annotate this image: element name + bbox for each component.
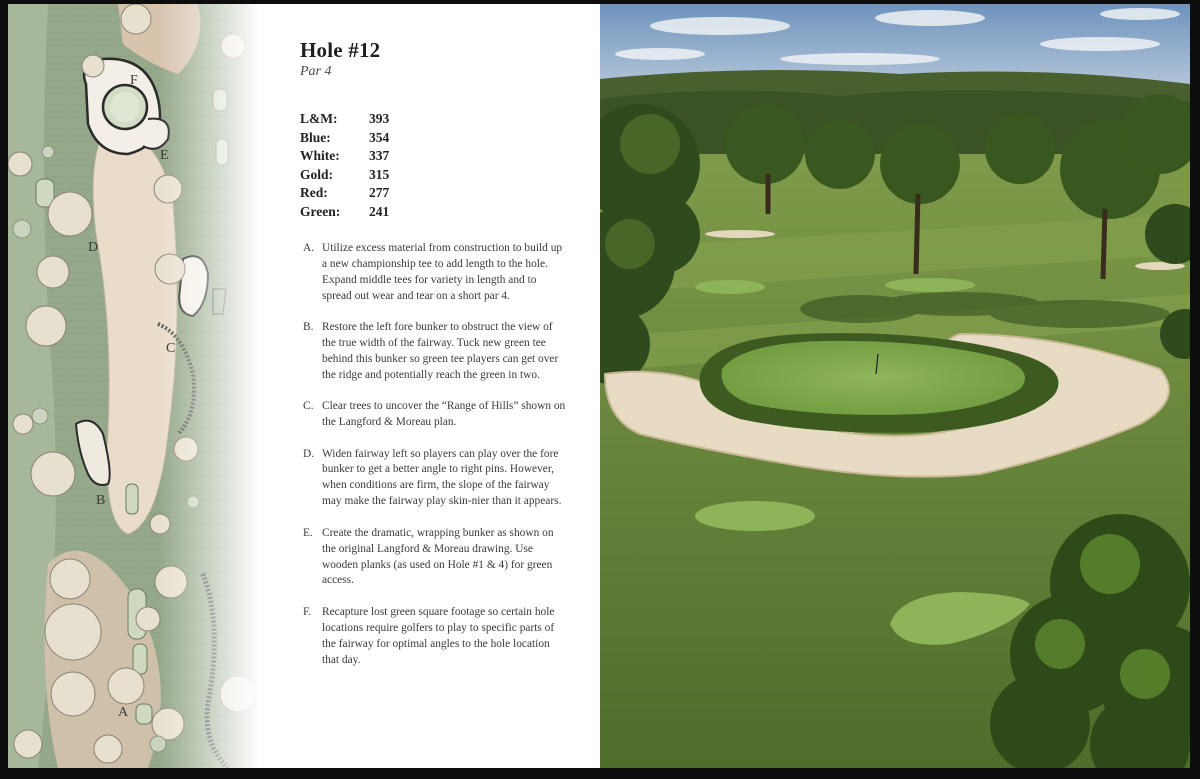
- note-a: [300, 241, 570, 305]
- note-letter: D.: [303, 447, 315, 460]
- note-letter: F.: [303, 605, 312, 618]
- note-e: [300, 526, 570, 590]
- yardage-row: [300, 147, 570, 166]
- tee-name: Green:: [300, 203, 341, 219]
- note-letter: B.: [303, 321, 314, 334]
- tee-yards: 315: [369, 166, 390, 182]
- tee-name: White:: [300, 148, 340, 163]
- hole-description: [300, 38, 570, 684]
- yardage-row: [300, 184, 570, 203]
- yardage-row: [300, 110, 570, 129]
- yardage-row: [300, 203, 570, 222]
- note-d: [300, 447, 570, 511]
- note-letter: A.: [303, 242, 315, 254]
- tee-name: Gold:: [300, 166, 334, 182]
- map-label-d: D: [88, 240, 99, 255]
- map-label-c: C: [166, 341, 176, 356]
- note-text: Recapture lost green square footage so certain hole locations require golfers to play to specific parts of the fairway for optimal angles to the hole location that day.: [322, 605, 555, 666]
- note-text: Clear trees to uncover the “Range of Hills” shown on the Langford & Moreau plan.: [322, 400, 566, 429]
- map-label-b: B: [96, 493, 106, 508]
- note-letter: C.: [303, 400, 314, 413]
- hole-rendering-image: [600, 4, 1190, 768]
- yardage-row: [300, 129, 570, 148]
- tee-name: L&M:: [300, 111, 338, 126]
- tee-yards: 393: [369, 111, 390, 126]
- yardage-row: [300, 166, 570, 185]
- tee-name: Red:: [300, 185, 328, 200]
- yardage-table: [300, 110, 570, 221]
- hole-routing-map: [8, 4, 260, 768]
- map-label-e: E: [160, 148, 169, 163]
- hole-title: Hole #12: [300, 38, 381, 62]
- tee-yards: 241: [369, 203, 390, 219]
- hole-par: Par 4: [300, 64, 332, 79]
- note-text: Create the dramatic, wrapping bunker as shown on the original Langford & Moreau drawing. Use wooden planks (as used on Hole #1 & 4) for green access.: [322, 526, 554, 587]
- note-f: [300, 605, 570, 669]
- left-page: [8, 4, 600, 768]
- design-notes: [300, 241, 570, 668]
- note-letter: E.: [303, 526, 313, 539]
- tee-yards: 277: [369, 185, 390, 200]
- tee-name: Blue:: [300, 129, 331, 145]
- map-label-f: F: [130, 73, 138, 88]
- note-text: Widen fairway left so players can play over the fore bunker to get a better angle to right pins. However, when conditions are firm, the slope of the fairway may make the fairway play skin-nier than it appears.: [322, 447, 562, 508]
- note-text: Utilize excess material from construction to build up a new championship tee to add length to the hole. Expand middle tees for variety in length and to spread out wear and tear on a short par 4.: [322, 242, 563, 302]
- tee-yards: 354: [369, 129, 390, 145]
- note-b: [300, 320, 570, 384]
- note-c: [300, 399, 570, 431]
- tee-yards: 337: [369, 148, 390, 163]
- map-label-a: A: [118, 705, 129, 720]
- note-text: Restore the left fore bunker to obstruct the view of the true width of the fairway. Tuck new green tee behind this bunker so green tee players can get over the ridge and potentially reach the green in two.: [322, 321, 559, 381]
- right-page: [600, 4, 1190, 768]
